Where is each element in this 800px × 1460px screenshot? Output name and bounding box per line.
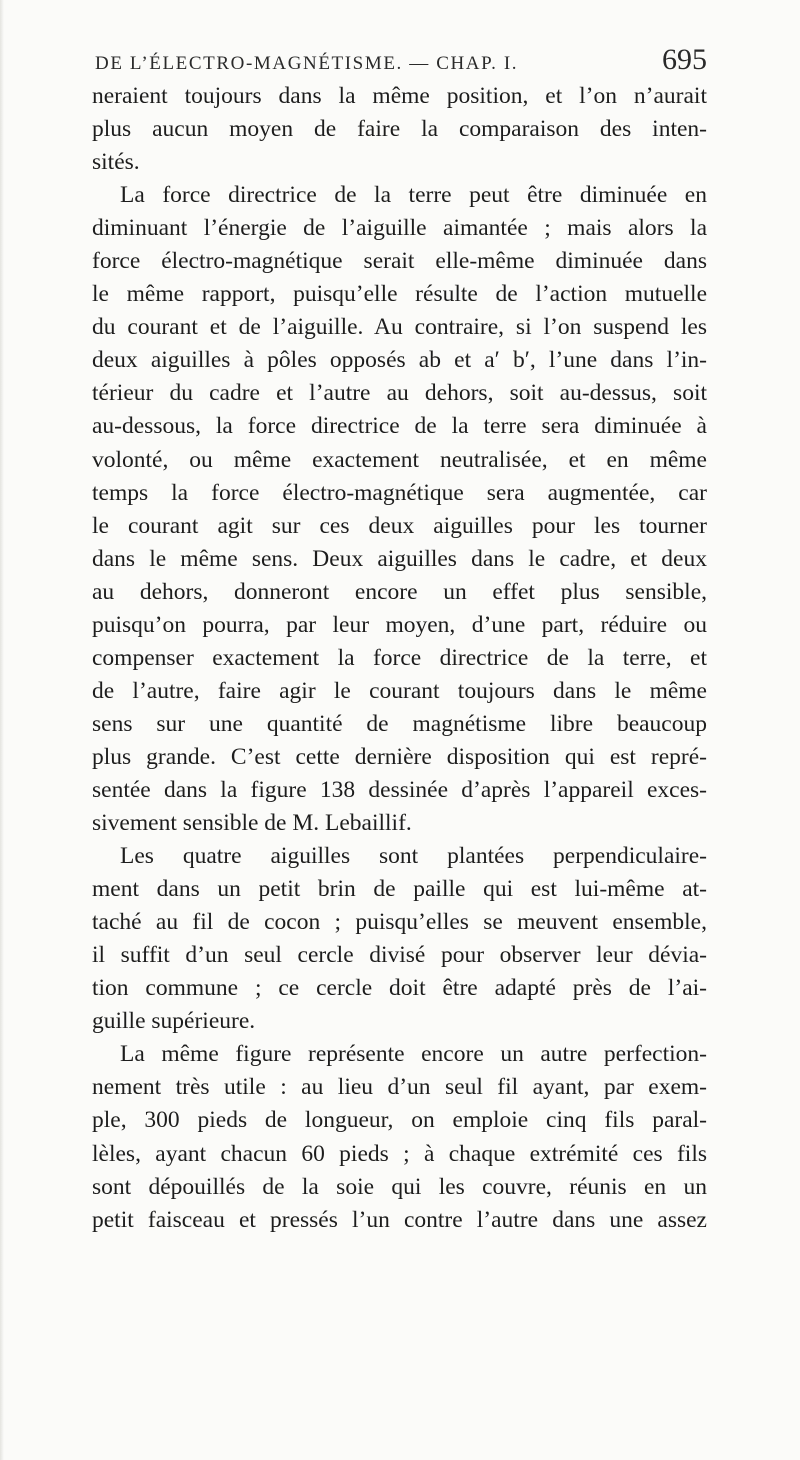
text-line: plus aucun moyen de faire la comparaison des inten- <box>92 116 707 143</box>
text-line: compenser exactement la force directrice de la terre, et <box>92 644 707 671</box>
text-line: guille supérieure. <box>92 1008 256 1035</box>
running-title: DE L’ÉLECTRO-MAGNÉTISME. — CHAP. I. <box>95 53 519 74</box>
text-line: force électro-magnétique serait elle-même diminuée dans <box>92 248 707 275</box>
text-line: plus grande. C’est cette dernière disposition qui est repré- <box>92 743 707 770</box>
text-line: du courant et de l’aiguille. Au contraire, si l’on suspend les <box>92 314 707 341</box>
text-line: taché au fil de cocon ; puisqu’elles se meuvent ensemble, <box>92 909 707 936</box>
text-line: sens sur une quantité de magnétisme libre beaucoup <box>92 710 707 737</box>
text-line: dans le même sens. Deux aiguilles dans le cadre, et deux <box>92 545 707 572</box>
text-line: nement très utile : au lieu d’un seul fil ayant, par exem- <box>92 1074 707 1101</box>
text-line: de l’autre, faire agir le courant toujours dans le même <box>92 677 707 704</box>
text-line: temps la force électro-magnétique sera augmentée, car <box>92 479 707 506</box>
text-line: lèles, ayant chacun 60 pieds ; à chaque extrémité ces fils <box>92 1140 707 1167</box>
text-line: diminuant l’énergie de l’aiguille aimantée ; mais alors la <box>92 215 707 242</box>
text-line: ple, 300 pieds de longueur, on emploie cinq fils paral- <box>92 1107 707 1134</box>
paragraph-first-line: La force directrice de la terre peut être diminuée en <box>120 182 707 209</box>
text-line: le courant agit sur ces deux aiguilles pour les tourner <box>92 512 707 539</box>
text-line: neraient toujours dans la même position, et l’on n’aurait <box>92 83 707 109</box>
text-line: au-dessous, la force directrice de la terre sera diminuée à <box>92 413 707 440</box>
paragraph-first-line: La même figure représente encore un autre perfection- <box>120 1041 707 1068</box>
body-text <box>92 80 707 1237</box>
text-line: puisqu’on pourra, par leur moyen, d’une part, réduire ou <box>92 611 707 638</box>
text-line: tion commune ; ce cercle doit être adapté près de l’ai- <box>92 975 707 1002</box>
text-line: sivement sensible de M. Lebaillif. <box>92 810 412 837</box>
page-header <box>95 43 707 79</box>
text-line: au dehors, donneront encore un effet plus sensible, <box>92 578 707 605</box>
text-line: le même rapport, puisqu’elle résulte de l’action mutuelle <box>92 281 707 308</box>
text-line: volonté, ou même exactement neutralisée, et en même <box>92 446 707 473</box>
text-line: térieur du cadre et l’autre au dehors, soit au-dessus, soit <box>92 380 707 407</box>
text-line: sités. <box>92 149 140 176</box>
paragraph-first-line: Les quatre aiguilles sont plantées perpendiculaire- <box>120 843 707 870</box>
text-line: sentée dans la figure 138 dessinée d’après l’appareil exces- <box>92 776 707 803</box>
text-line: deux aiguilles à pôles opposés ab et a′ b′, l’une dans l’in- <box>92 347 707 374</box>
page-edge-shadow <box>0 0 4 1460</box>
text-line: il suffit d’un seul cercle divisé pour observer leur dévia- <box>92 942 707 969</box>
text-line: sont dépouillés de la soie qui les couvre, réunis en un <box>92 1173 707 1200</box>
text-line: ment dans un petit brin de paille qui est lui-même at- <box>92 876 707 903</box>
text-line: petit faisceau et pressés l’un contre l’autre dans une assez <box>92 1206 707 1233</box>
page-number: 695 <box>662 43 707 76</box>
